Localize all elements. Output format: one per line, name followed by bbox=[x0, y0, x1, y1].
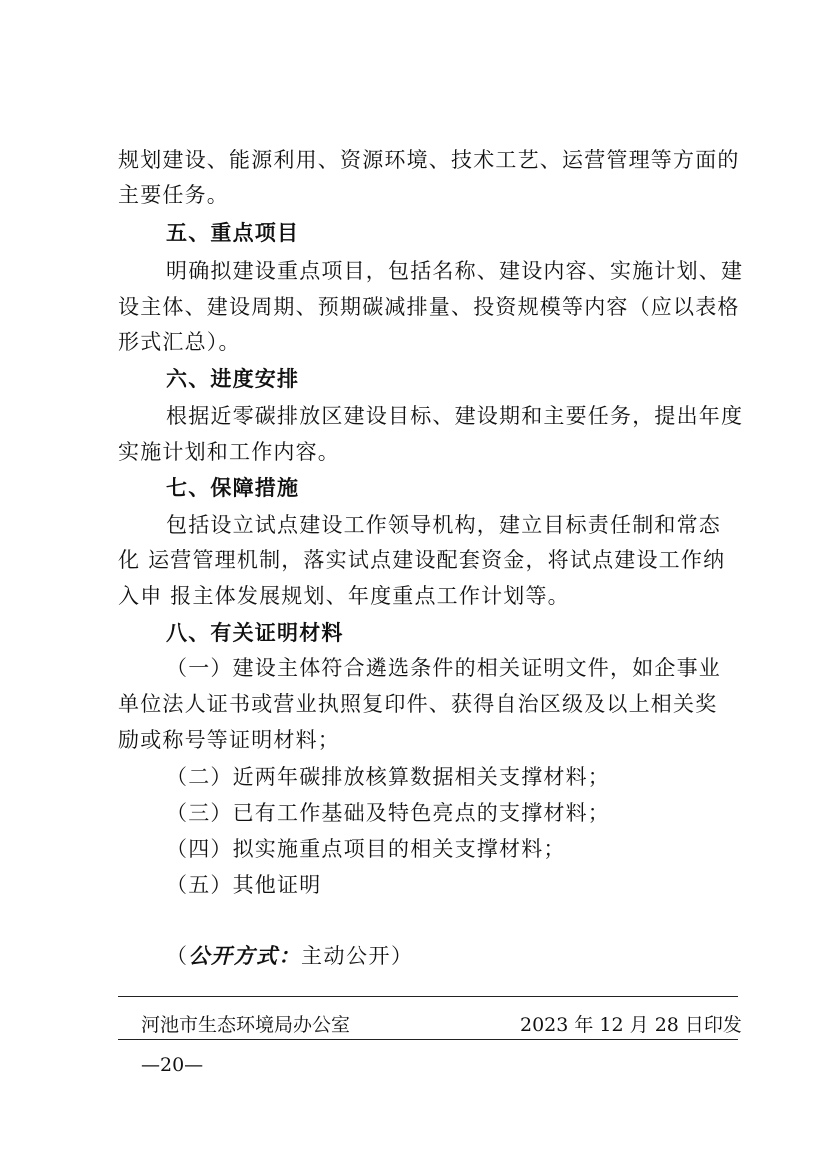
footer-bottom-rule bbox=[118, 1039, 738, 1040]
paragraph-line: 根据近零碳排放区建设目标、建设期和主要任务，提出年度 bbox=[166, 404, 744, 428]
list-item-5: （五）其他证明 bbox=[166, 873, 322, 897]
paragraph-line: 包括设立试点建设工作领导机构，建立目标责任制和常态 bbox=[166, 513, 721, 537]
footer-top-rule bbox=[118, 996, 738, 997]
disclosure-value: 主动公开 bbox=[301, 944, 391, 968]
disclosure-note bbox=[166, 942, 414, 970]
paragraph-line: 明确拟建设重点项目，包括名称、建设内容、实施计划、建 bbox=[166, 259, 744, 283]
list-item-1-continued: 励或称号等证明材料； bbox=[118, 728, 340, 752]
page-number: —20— bbox=[141, 1054, 204, 1076]
section-heading-6: 六、进度安排 bbox=[166, 367, 300, 391]
list-item-4: （四）拟实施重点项目的相关支撑材料； bbox=[166, 837, 566, 861]
list-item-1: （一）建设主体符合遴选条件的相关证明文件，如企事业 bbox=[166, 656, 721, 680]
footer-date: 2023 年 12 月 28 日印发 bbox=[520, 1014, 742, 1036]
section-heading-7: 七、保障措施 bbox=[166, 476, 300, 500]
disclosure-label: 公开方式： bbox=[188, 943, 301, 968]
list-item-2: （二）近两年碳排放核算数据相关支撑材料； bbox=[166, 765, 610, 789]
list-item-1-continued: 单位法人证书或营业执照复印件、获得自治区级及以上相关奖 bbox=[118, 692, 718, 716]
paragraph-line: 形式汇总）。 bbox=[118, 330, 241, 354]
disclosure-close-paren: ） bbox=[391, 944, 414, 968]
list-item-3: （三）已有工作基础及特色亮点的支撑材料； bbox=[166, 801, 610, 825]
paragraph-line: 规划建设、能源利用、资源环境、技术工艺、运营管理等方面的 bbox=[118, 148, 740, 172]
footer-issuer: 河池市生态环境局办公室 bbox=[141, 1014, 351, 1036]
paragraph-line: 入申 报主体发展规划、年度重点工作计划等。 bbox=[118, 584, 570, 608]
section-heading-8: 八、有关证明材料 bbox=[166, 621, 344, 645]
section-heading-5: 五、重点项目 bbox=[166, 221, 300, 245]
disclosure-open-paren: （ bbox=[166, 944, 189, 968]
paragraph-line: 化 运营管理机制，落实试点建设配套资金，将试点建设工作纳 bbox=[118, 548, 726, 572]
paragraph-line: 实施计划和工作内容。 bbox=[118, 440, 340, 464]
paragraph-line: 主要任务。 bbox=[118, 183, 229, 207]
paragraph-line: 设主体、建设周期、预期碳减排量、投资规模等内容（应以表格 bbox=[118, 295, 740, 319]
